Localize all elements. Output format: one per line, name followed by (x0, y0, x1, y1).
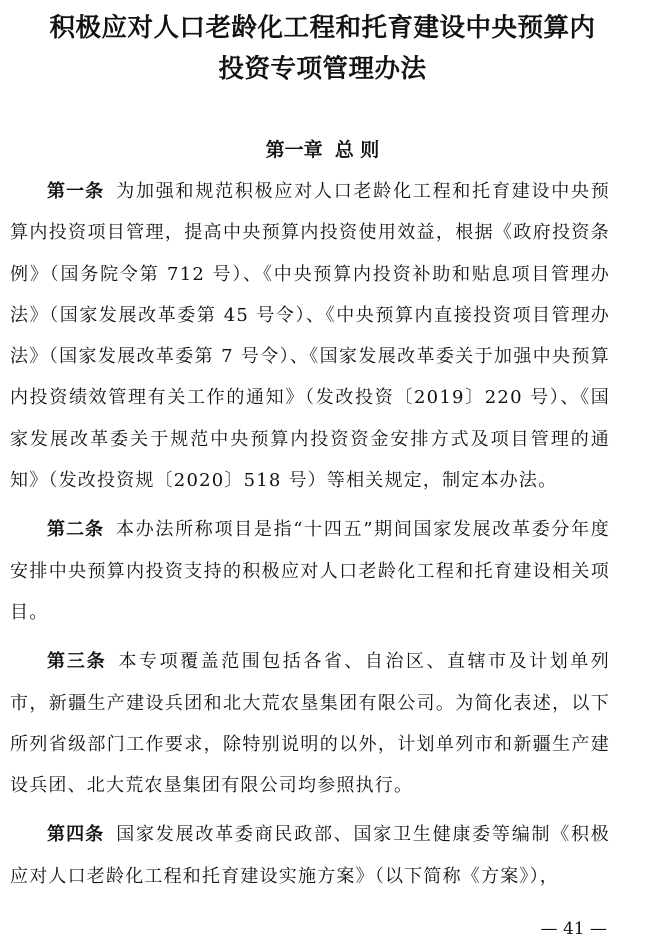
article-label: 第二条 (47, 519, 104, 541)
chapter-name: 总 则 (334, 139, 380, 161)
article-label: 第一条 (47, 181, 105, 202)
article-paragraph (10, 509, 610, 633)
article-label: 第三条 (47, 651, 107, 673)
article-text: 本办法所称项目是指“十四五”期间国家发展改革委分年度安排中央预算内投资支持的积极应对人口老龄化工程和托育建设相关项目。 (10, 519, 611, 623)
document-title-line-2: 投资专项管理办法 (218, 54, 427, 84)
document-body (10, 171, 610, 905)
page-number: — 41 — (540, 919, 607, 939)
document-title-line-1: 积极应对人口老龄化工程和托育建设中央预算内 (49, 13, 596, 43)
article-text: 国家发展改革委商民政部、国家卫生健康委等编制《积极应对人口老龄化工程和托育建设实施方案》（以下简称《方案》）， (10, 824, 611, 887)
article-text: 为加强和规范积极应对人口老龄化工程和托育建设中央预算内投资项目管理，提高中央预算内投资使用效益，根据《政府投资条例》（国务院令第 712 号）、《中央预算内投资补助和贴息项目管理办法》（国家发展改革委第 45 号令）、《中央预算内直接投资项目管理办法》（国家发展改革委第 7 号令）、《国家发展改革委关于加强中央预算内投资绩效管理有关工作的通知》（发改投资〔2019〕220 号）、《国家发展改革委关于规范中央预算内投资资金安排方式及项目管理的通知》（发改投资规〔2020〕518 号）等相关规定，制定本办法。 (10, 181, 611, 492)
article-label: 第四条 (47, 824, 105, 846)
article-paragraph (10, 171, 610, 501)
article-paragraph (10, 814, 610, 897)
chapter-heading (0, 136, 645, 164)
article-text: 本专项覆盖范围包括各省、自治区、直辖市及计划单列市，新疆生产建设兵团和北大荒农垦集团有限公司。为简化表述，以下所列省级部门工作要求，除特别说明的以外，计划单列市和新疆生产建设兵团、北大荒农垦集团有限公司均参照执行。 (10, 651, 610, 797)
chapter-number: 第一章 (265, 139, 323, 161)
article-paragraph (10, 641, 610, 806)
